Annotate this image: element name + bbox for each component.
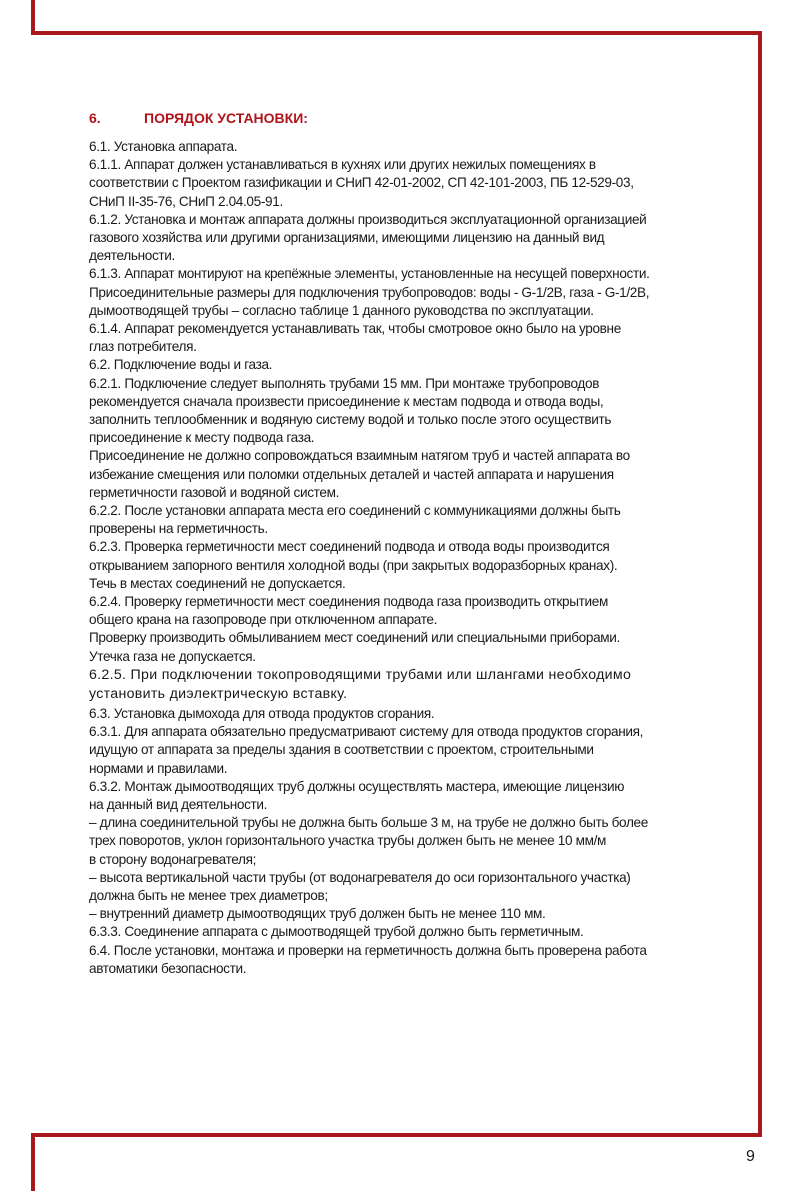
text-line: 6.2.5. При подключении токопроводящими трубами или шлангами необходимо: [89, 666, 632, 683]
text-line: Проверку производить обмыливанием мест соединений или специальными приборами.: [89, 630, 620, 646]
text-line: газового хозяйства или другими организациями, имеющими лицензию на данный вид: [89, 230, 605, 246]
text-line: 6.3.1. Для аппарата обязательно предусматривают систему для отвода продуктов сгорания,: [89, 724, 644, 740]
section-heading: [89, 110, 739, 126]
text-line: заполнить теплообменник и водяную систему водой и только после этого осуществить: [89, 412, 612, 428]
text-line: нормами и правилами.: [89, 760, 228, 776]
frame-top-left-border: [31, 0, 35, 35]
text-line: 6.2.3. Проверка герметичности мест соединений подвода и отвода воды производится: [89, 539, 610, 555]
frame-bottom-border: [31, 1133, 762, 1137]
text-line: должна быть не менее трех диаметров;: [89, 887, 328, 903]
text-line: дымоотводящей трубы – согласно таблице 1 данного руководства по эксплуатации.: [89, 302, 594, 318]
text-line: 6.1.2. Установка и монтаж аппарата должны производиться эксплуатационной организацией: [89, 211, 647, 227]
text-line: глаз потребителя.: [89, 339, 197, 355]
text-line: Утечка газа не допускается.: [89, 648, 256, 664]
text-line: в сторону водонагревателя;: [89, 851, 257, 867]
text-line: установить диэлектрическую вставку.: [89, 686, 348, 703]
text-line: 6.1.4. Аппарат рекомендуется устанавливать так, чтобы смотровое окно было на уровне: [89, 321, 621, 337]
text-line: 6.2.2. После установки аппарата места его соединений с коммуникациями должны быть: [89, 503, 621, 519]
text-line: 6.3. Установка дымохода для отвода продуктов сгорания.: [89, 705, 435, 721]
text-line: 6.3.3. Соединение аппарата с дымоотводящей трубой должно быть герметичным.: [89, 924, 584, 940]
text-line: Присоединительные размеры для подключения трубопроводов: воды - G-1/2B, газа - G-1/2B,: [89, 284, 650, 300]
text-line: трех поворотов, уклон горизонтального участка трубы должен быть не менее 10 мм/м: [89, 833, 606, 849]
text-line: – длина соединительной трубы не должна быть больше 3 м, на трубе не должно быть более: [89, 815, 648, 831]
text-line: СНиП II-35-76, СНиП 2.04.05-91.: [89, 193, 283, 209]
text-line: – внутренний диаметр дымоотводящих труб должен быть не менее 110 мм.: [89, 906, 546, 922]
text-line: Присоединение не должно сопровождаться взаимным натягом труб и частей аппарата во: [89, 448, 630, 464]
text-line: Течь в местах соединений не допускается.: [89, 575, 346, 591]
frame-top-border: [31, 31, 762, 35]
section-title: ПОРЯДОК УСТАНОВКИ:: [144, 110, 308, 126]
text-line: 6.1. Установка аппарата.: [89, 139, 238, 154]
text-line: проверены на герметичность.: [89, 521, 268, 537]
text-line: деятельности.: [89, 248, 175, 264]
section-number: 6.: [89, 110, 101, 126]
text-line: герметичности газовой и водяной систем.: [89, 484, 340, 500]
text-line: рекомендуется сначала произвести присоединение к местам подвода и отвода воды,: [89, 393, 604, 409]
text-lines: [89, 138, 739, 978]
text-line: избежание смещения или поломки отдельных деталей и частей аппарата и нарушения: [89, 466, 614, 482]
frame-right-border: [758, 31, 762, 1137]
text-line: соответствии с Проектом газификации и СНиП 42-01-2002, СП 42-101-2003, ПБ 12-529-03,: [89, 175, 634, 191]
text-line: 6.1.3. Аппарат монтируют на крепёжные элементы, установленные на несущей поверхности.: [89, 266, 650, 282]
text-line: 6.2. Подключение воды и газа.: [89, 357, 273, 373]
text-line: идущую от аппарата за пределы здания в соответствии с проектом, строительными: [89, 742, 594, 758]
text-line: автоматики безопасности.: [89, 960, 247, 976]
text-line: 6.1.1. Аппарат должен устанавливаться в кухнях или других нежилых помещениях в: [89, 157, 596, 173]
page-number: 9: [746, 1148, 755, 1165]
text-line: 6.2.4. Проверку герметичности мест соединения подвода газа производить открытием: [89, 594, 608, 610]
text-line: 6.2.1. Подключение следует выполнять трубами 15 мм. При монтаже трубопроводов: [89, 375, 600, 391]
frame-bottom-left-border: [31, 1133, 35, 1191]
text-line: общего крана на газопроводе при отключенном аппарате.: [89, 612, 438, 628]
document-body: [89, 110, 739, 978]
text-line: открыванием запорного вентиля холодной воды (при закрытых водоразборных кранах).: [89, 557, 618, 573]
text-line: 6.4. После установки, монтажа и проверки на герметичность должна быть проверена работа: [89, 942, 647, 958]
text-line: 6.3.2. Монтаж дымоотводящих труб должны осуществлять мастера, имеющие лицензию: [89, 778, 625, 794]
text-line: на данный вид деятельности.: [89, 796, 268, 812]
text-line: присоединение к месту подвода газа.: [89, 430, 315, 446]
text-line: – высота вертикальной части трубы (от водонагревателя до оси горизонтального участка): [89, 869, 631, 885]
